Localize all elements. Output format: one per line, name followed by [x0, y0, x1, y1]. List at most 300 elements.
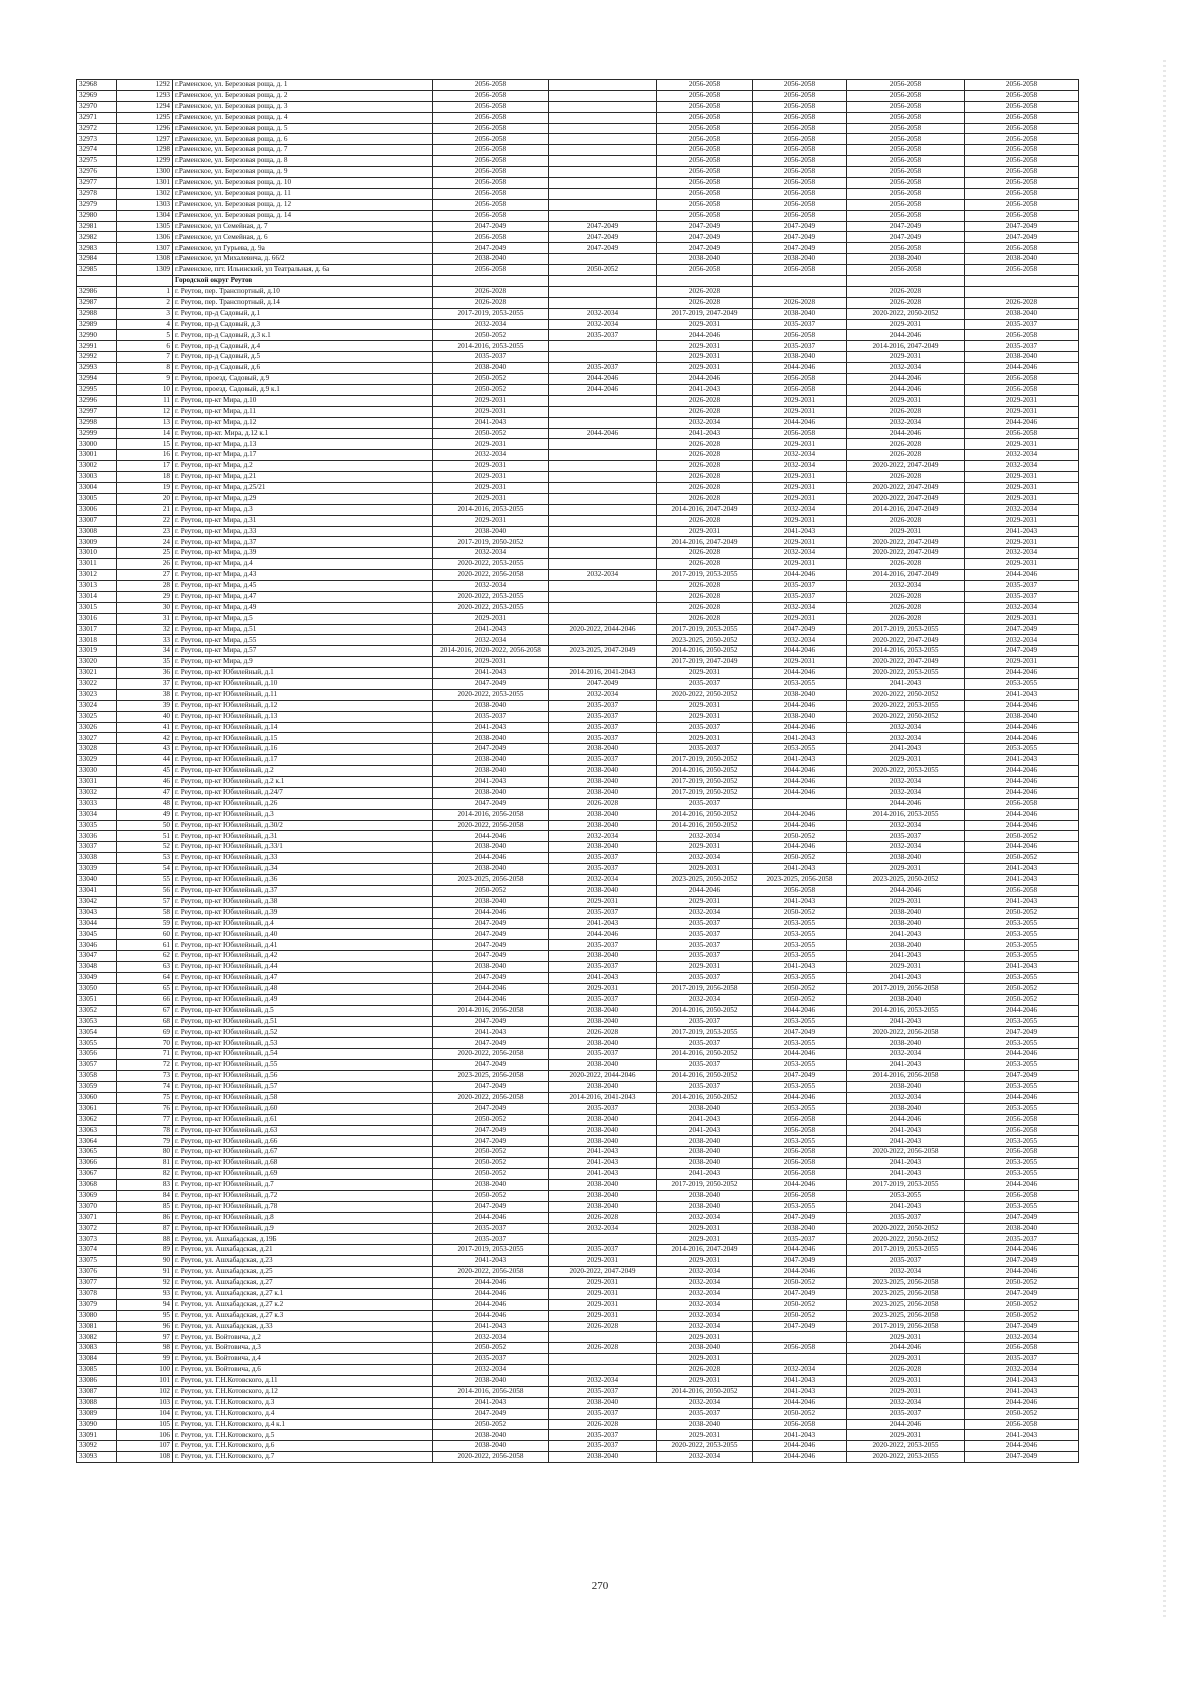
period-cell-3: 2035-2037 — [657, 918, 753, 929]
period-cell-5: 2020-2022, 2050-2052 — [847, 1234, 965, 1245]
table-row — [77, 1397, 1079, 1408]
period-cell-4: 2053-2055 — [753, 1038, 847, 1049]
period-cell-4: 2044-2046 — [753, 646, 847, 657]
record-id-cell: 33015 — [77, 602, 117, 613]
period-cell-6: 2056-2058 — [965, 1343, 1079, 1354]
period-cell-3: 2056-2058 — [657, 178, 753, 189]
period-cell-2: 2029-2031 — [549, 1256, 657, 1267]
period-cell-1: 2029-2031 — [433, 439, 549, 450]
period-cell-1: 2050-2052 — [433, 1190, 549, 1201]
period-cell-6: 2050-2052 — [965, 853, 1079, 864]
period-cell-2: 2014-2016, 2041-2043 — [549, 668, 657, 679]
address-cell: г. Реутов, пр-кт Мира, д.51 — [173, 624, 433, 635]
period-cell-5: 2026-2028 — [847, 613, 965, 624]
period-cell-6: 2053-2055 — [965, 1038, 1079, 1049]
period-cell-4: 2050-2052 — [753, 994, 847, 1005]
period-cell-3: 2056-2058 — [657, 210, 753, 221]
period-cell-1: 2041-2043 — [433, 1321, 549, 1332]
row-number-cell: 1300 — [117, 167, 173, 178]
table-row — [77, 1299, 1079, 1310]
period-cell-1: 2050-2052 — [433, 1169, 549, 1180]
row-number-cell: 36 — [117, 668, 173, 679]
period-cell-5: 2044-2046 — [847, 374, 965, 385]
period-cell-1: 2050-2052 — [433, 1419, 549, 1430]
period-cell-1: 2035-2037 — [433, 1354, 549, 1365]
row-number-cell: 18 — [117, 472, 173, 483]
period-cell-3: 2038-2040 — [657, 1136, 753, 1147]
address-cell: г. Реутов, пр-кт Юбилейный, д.9 — [173, 1223, 433, 1234]
period-cell-5: 2032-2034 — [847, 787, 965, 798]
period-cell-2: 2041-2043 — [549, 1158, 657, 1169]
period-cell-1: 2020-2022, 2053-2055 — [433, 602, 549, 613]
row-number-cell: 37 — [117, 678, 173, 689]
period-cell-5: 2017-2019, 2056-2058 — [847, 983, 965, 994]
period-cell-4: 2053-2055 — [753, 678, 847, 689]
period-cell-5: 2038-2040 — [847, 940, 965, 951]
period-cell-3: 2026-2028 — [657, 515, 753, 526]
table-row — [77, 199, 1079, 210]
row-number-cell: 105 — [117, 1419, 173, 1430]
period-cell-4: 2041-2043 — [753, 1430, 847, 1441]
period-cell-6: 2032-2034 — [965, 1332, 1079, 1343]
record-id-cell: 32994 — [77, 374, 117, 385]
table-row — [77, 1038, 1079, 1049]
period-cell-6: 2032-2034 — [965, 602, 1079, 613]
period-cell-3: 2029-2031 — [657, 1256, 753, 1267]
row-number-cell: 1294 — [117, 101, 173, 112]
record-id-cell: 32969 — [77, 90, 117, 101]
period-cell-3: 2014-2016, 2047-2049 — [657, 1245, 753, 1256]
row-number-cell: 71 — [117, 1049, 173, 1060]
record-id-cell: 33072 — [77, 1223, 117, 1234]
period-cell-3: 2035-2037 — [657, 951, 753, 962]
address-cell: г.Раменское, ул. Березовая роща, д. 12 — [173, 199, 433, 210]
address-cell: г. Реутов, пр-кт Юбилейный, д.26 — [173, 798, 433, 809]
period-cell-5: 2038-2040 — [847, 907, 965, 918]
record-id-cell: 32973 — [77, 134, 117, 145]
record-id-cell: 33008 — [77, 526, 117, 537]
period-cell-5: 2029-2031 — [847, 864, 965, 875]
period-cell-5: 2032-2034 — [847, 1092, 965, 1103]
period-cell-3: 2014-2016, 2050-2052 — [657, 1071, 753, 1082]
period-cell-6: 2047-2049 — [965, 1027, 1079, 1038]
period-cell-1: 2029-2031 — [433, 482, 549, 493]
period-cell-4: 2056-2058 — [753, 330, 847, 341]
period-cell-6: 2032-2034 — [965, 548, 1079, 559]
period-cell-5: 2041-2043 — [847, 1060, 965, 1071]
record-id-cell: 33010 — [77, 548, 117, 559]
table-row — [77, 1365, 1079, 1376]
period-cell-5: 2014-2016, 2053-2055 — [847, 809, 965, 820]
period-cell-6: 2056-2058 — [965, 885, 1079, 896]
period-cell-5: 2056-2058 — [847, 156, 965, 167]
period-cell-4: 2035-2037 — [753, 1234, 847, 1245]
table-row — [77, 341, 1079, 352]
period-cell-2: 2029-2031 — [549, 1288, 657, 1299]
record-id-cell: 33006 — [77, 504, 117, 515]
address-cell: г. Реутов, пр-кт Юбилейный, д.24/7 — [173, 787, 433, 798]
period-cell-3: 2029-2031 — [657, 896, 753, 907]
row-number-cell: 22 — [117, 515, 173, 526]
period-cell-1: 2017-2019, 2053-2055 — [433, 308, 549, 319]
period-cell-4: 2047-2049 — [753, 243, 847, 254]
period-cell-5: 2056-2058 — [847, 101, 965, 112]
period-cell-6: 2044-2046 — [965, 733, 1079, 744]
table-row — [77, 1081, 1079, 1092]
period-cell-6: 2056-2058 — [965, 188, 1079, 199]
period-cell-6: 2056-2058 — [965, 384, 1079, 395]
row-number-cell: 108 — [117, 1452, 173, 1463]
period-cell-5 — [847, 276, 965, 287]
period-cell-5: 2032-2034 — [847, 1049, 965, 1060]
period-cell-1: 2017-2019, 2053-2055 — [433, 1245, 549, 1256]
period-cell-1: 2056-2058 — [433, 123, 549, 134]
table-row — [77, 1430, 1079, 1441]
record-id-cell: 33069 — [77, 1190, 117, 1201]
period-cell-2 — [549, 526, 657, 537]
period-cell-5: 2017-2019, 2053-2055 — [847, 624, 965, 635]
address-cell: г. Реутов, пр-кт Юбилейный, д.61 — [173, 1114, 433, 1125]
row-number-cell: 93 — [117, 1288, 173, 1299]
address-cell: г. Реутов, пр-кт Юбилейный, д.38 — [173, 896, 433, 907]
record-id-cell: 33085 — [77, 1365, 117, 1376]
row-number-cell: 63 — [117, 962, 173, 973]
period-cell-2: 2035-2037 — [549, 864, 657, 875]
row-number-cell: 13 — [117, 417, 173, 428]
period-cell-6: 2053-2055 — [965, 678, 1079, 689]
period-cell-6: 2026-2028 — [965, 297, 1079, 308]
period-cell-5: 2023-2025, 2056-2058 — [847, 1277, 965, 1288]
period-cell-6: 2053-2055 — [965, 1060, 1079, 1071]
period-cell-5: 2023-2025, 2050-2052 — [847, 875, 965, 886]
table-row — [77, 308, 1079, 319]
row-number-cell: 20 — [117, 493, 173, 504]
record-id-cell: 33051 — [77, 994, 117, 1005]
table-row — [77, 983, 1079, 994]
period-cell-2 — [549, 580, 657, 591]
period-cell-2: 2038-2040 — [549, 842, 657, 853]
period-cell-5: 2029-2031 — [847, 352, 965, 363]
record-id-cell: 33022 — [77, 678, 117, 689]
record-id-cell: 32979 — [77, 199, 117, 210]
period-cell-5: 2041-2043 — [847, 1169, 965, 1180]
table-row — [77, 962, 1079, 973]
row-number-cell: 96 — [117, 1321, 173, 1332]
address-cell: г. Реутов, пр-д Садовый, д.3 к.1 — [173, 330, 433, 341]
period-cell-6: 2053-2055 — [965, 951, 1079, 962]
period-cell-4: 2029-2031 — [753, 613, 847, 624]
table-row — [77, 417, 1079, 428]
period-cell-4: 2053-2055 — [753, 744, 847, 755]
period-cell-1: 2017-2019, 2050-2052 — [433, 537, 549, 548]
period-cell-5: 2032-2034 — [847, 580, 965, 591]
period-cell-3: 2029-2031 — [657, 733, 753, 744]
period-cell-1: 2020-2022, 2053-2055 — [433, 559, 549, 570]
period-cell-1: 2029-2031 — [433, 515, 549, 526]
record-id-cell: 32974 — [77, 145, 117, 156]
period-cell-1: 2023-2025, 2056-2058 — [433, 875, 549, 886]
period-cell-1: 2044-2046 — [433, 1310, 549, 1321]
address-cell: г. Реутов, пр-кт Мира, д.43 — [173, 570, 433, 581]
record-id-cell: 32978 — [77, 188, 117, 199]
period-cell-1: 2047-2049 — [433, 918, 549, 929]
period-cell-2: 2029-2031 — [549, 1277, 657, 1288]
period-cell-2 — [549, 559, 657, 570]
period-cell-3: 2032-2034 — [657, 831, 753, 842]
period-cell-6: 2038-2040 — [965, 1223, 1079, 1234]
table-row — [77, 167, 1079, 178]
period-cell-1: 2032-2034 — [433, 548, 549, 559]
record-id-cell: 33091 — [77, 1430, 117, 1441]
address-cell: г. Реутов, пр-кт Юбилейный, д.1 — [173, 668, 433, 679]
period-cell-1: 2035-2037 — [433, 711, 549, 722]
period-cell-2: 2035-2037 — [549, 363, 657, 374]
row-number-cell: 1303 — [117, 199, 173, 210]
period-cell-2 — [549, 450, 657, 461]
period-cell-1: 2014-2016, 2053-2055 — [433, 341, 549, 352]
period-cell-3: 2017-2019, 2050-2052 — [657, 787, 753, 798]
table-row — [77, 330, 1079, 341]
period-cell-3: 2041-2043 — [657, 384, 753, 395]
period-cell-5: 2014-2016, 2047-2049 — [847, 504, 965, 515]
table-row — [77, 210, 1079, 221]
table-row — [77, 1005, 1079, 1016]
period-cell-4: 2056-2058 — [753, 1147, 847, 1158]
period-cell-3: 2038-2040 — [657, 1201, 753, 1212]
period-cell-2 — [549, 188, 657, 199]
period-cell-4: 2044-2046 — [753, 777, 847, 788]
record-id-cell: 33041 — [77, 885, 117, 896]
period-cell-5: 2026-2028 — [847, 472, 965, 483]
address-cell: г. Реутов, пр-кт Юбилейный, д.3 — [173, 809, 433, 820]
table-row — [77, 1267, 1079, 1278]
period-cell-1: 2029-2031 — [433, 613, 549, 624]
row-number-cell: 59 — [117, 918, 173, 929]
address-cell: г. Реутов, пр-кт Юбилейный, д.63 — [173, 1125, 433, 1136]
period-cell-6: 2032-2034 — [965, 450, 1079, 461]
period-cell-4: 2026-2028 — [753, 297, 847, 308]
period-cell-3: 2017-2019, 2047-2049 — [657, 308, 753, 319]
row-number-cell: 1304 — [117, 210, 173, 221]
period-cell-5: 2044-2046 — [847, 428, 965, 439]
period-cell-5: 2041-2043 — [847, 1158, 965, 1169]
period-cell-1: 2056-2058 — [433, 210, 549, 221]
row-number-cell: 2 — [117, 297, 173, 308]
address-cell: г. Реутов, пр-кт Юбилейный, д.44 — [173, 962, 433, 973]
period-cell-5: 2029-2031 — [847, 526, 965, 537]
period-cell-2 — [549, 210, 657, 221]
period-cell-4: 2053-2055 — [753, 918, 847, 929]
period-cell-3: 2017-2019, 2053-2055 — [657, 624, 753, 635]
row-number-cell: 78 — [117, 1125, 173, 1136]
period-cell-3: 2044-2046 — [657, 885, 753, 896]
period-cell-1: 2020-2022, 2053-2055 — [433, 689, 549, 700]
period-cell-4: 2044-2046 — [753, 1452, 847, 1463]
table-row — [77, 1092, 1079, 1103]
record-id-cell: 33079 — [77, 1299, 117, 1310]
address-cell: г. Реутов, пр-кт Юбилейный, д.8 — [173, 1212, 433, 1223]
period-cell-5: 2056-2058 — [847, 167, 965, 178]
period-cell-1: 2050-2052 — [433, 885, 549, 896]
address-cell: г. Реутов, пр-кт Мира, д.9 — [173, 657, 433, 668]
period-cell-2 — [549, 635, 657, 646]
period-cell-3: 2056-2058 — [657, 167, 753, 178]
period-cell-5: 2026-2028 — [847, 1365, 965, 1376]
period-cell-5: 2041-2043 — [847, 744, 965, 755]
period-cell-2: 2041-2043 — [549, 973, 657, 984]
period-cell-6: 2056-2058 — [965, 101, 1079, 112]
period-cell-4: 2044-2046 — [753, 787, 847, 798]
period-cell-3: 2023-2025, 2050-2052 — [657, 635, 753, 646]
period-cell-4: 2029-2031 — [753, 537, 847, 548]
address-cell: г.Раменское, ул. Березовая роща, д. 9 — [173, 167, 433, 178]
period-cell-6: 2056-2058 — [965, 428, 1079, 439]
record-id-cell: 33030 — [77, 766, 117, 777]
period-cell-2: 2038-2040 — [549, 744, 657, 755]
period-cell-4 — [753, 276, 847, 287]
period-cell-1: 2047-2049 — [433, 1081, 549, 1092]
period-cell-2: 2035-2037 — [549, 755, 657, 766]
period-cell-1: 2041-2043 — [433, 668, 549, 679]
period-cell-3: 2041-2043 — [657, 1169, 753, 1180]
row-number-cell: 103 — [117, 1397, 173, 1408]
period-cell-4: 2053-2055 — [753, 940, 847, 951]
address-cell: г. Реутов, пр-кт Мира, д.29 — [173, 493, 433, 504]
row-number-cell: 46 — [117, 777, 173, 788]
period-cell-4: 2041-2043 — [753, 864, 847, 875]
period-cell-4: 2032-2034 — [753, 602, 847, 613]
address-cell: г.Раменское, ул. Березовая роща, д. 3 — [173, 101, 433, 112]
period-cell-6 — [965, 286, 1079, 297]
period-cell-2: 2038-2040 — [549, 1190, 657, 1201]
record-id-cell: 33023 — [77, 689, 117, 700]
period-cell-3: 2035-2037 — [657, 1016, 753, 1027]
period-cell-6: 2056-2058 — [965, 178, 1079, 189]
record-id-cell: 33019 — [77, 646, 117, 657]
period-cell-2: 2044-2046 — [549, 929, 657, 940]
table-row — [77, 515, 1079, 526]
row-number-cell: 29 — [117, 591, 173, 602]
record-id-cell: 32999 — [77, 428, 117, 439]
period-cell-1: 2056-2058 — [433, 80, 549, 91]
period-cell-4: 2050-2052 — [753, 831, 847, 842]
period-cell-4 — [753, 1354, 847, 1365]
period-cell-5: 2029-2031 — [847, 1332, 965, 1343]
row-number-cell: 24 — [117, 537, 173, 548]
period-cell-6: 2047-2049 — [965, 1071, 1079, 1082]
table-row — [77, 831, 1079, 842]
row-number-cell: 28 — [117, 580, 173, 591]
table-row — [77, 907, 1079, 918]
period-cell-3: 2026-2028 — [657, 548, 753, 559]
row-number-cell: 26 — [117, 559, 173, 570]
row-number-cell: 32 — [117, 624, 173, 635]
record-id-cell: 32968 — [77, 80, 117, 91]
address-cell: г. Реутов, ул. Г.Н.Котовского, д.6 — [173, 1441, 433, 1452]
period-cell-1: 2056-2058 — [433, 265, 549, 276]
period-cell-2 — [549, 123, 657, 134]
row-number-cell: 97 — [117, 1332, 173, 1343]
period-cell-6: 2050-2052 — [965, 994, 1079, 1005]
period-cell-2: 2038-2040 — [549, 1397, 657, 1408]
period-cell-5: 2014-2016, 2047-2049 — [847, 341, 965, 352]
period-cell-3: 2032-2034 — [657, 417, 753, 428]
period-cell-6: 2038-2040 — [965, 254, 1079, 265]
period-cell-2: 2038-2040 — [549, 820, 657, 831]
row-number-cell: 1292 — [117, 80, 173, 91]
period-cell-5: 2014-2016, 2053-2055 — [847, 1005, 965, 1016]
period-cell-4: 2056-2058 — [753, 188, 847, 199]
period-cell-1: 2020-2022, 2056-2058 — [433, 570, 549, 581]
period-cell-6: 2053-2055 — [965, 918, 1079, 929]
address-cell: г. Реутов, проезд. Садовый, д.9 к.1 — [173, 384, 433, 395]
table-row — [77, 123, 1079, 134]
period-cell-6: 2056-2058 — [965, 80, 1079, 91]
period-cell-6: 2056-2058 — [965, 1190, 1079, 1201]
period-cell-3: 2038-2040 — [657, 1343, 753, 1354]
table-row — [77, 374, 1079, 385]
row-number-cell: 104 — [117, 1408, 173, 1419]
period-cell-3: 2017-2019, 2056-2058 — [657, 983, 753, 994]
table-row — [77, 711, 1079, 722]
period-cell-6: 2032-2034 — [965, 504, 1079, 515]
period-cell-3: 2026-2028 — [657, 591, 753, 602]
address-cell: г. Реутов, пр-кт Мира, д.11 — [173, 406, 433, 417]
period-cell-6: 2053-2055 — [965, 1136, 1079, 1147]
address-cell: г. Реутов, ул. Ашхабадская, д.25 — [173, 1267, 433, 1278]
period-cell-6: 2029-2031 — [965, 472, 1079, 483]
period-cell-4: 2047-2049 — [753, 1212, 847, 1223]
period-cell-2: 2035-2037 — [549, 1049, 657, 1060]
period-cell-5: 2029-2031 — [847, 962, 965, 973]
period-cell-4: 2056-2058 — [753, 123, 847, 134]
table-row — [77, 1190, 1079, 1201]
period-cell-1: 2044-2046 — [433, 983, 549, 994]
period-cell-1: 2056-2058 — [433, 167, 549, 178]
period-cell-2: 2029-2031 — [549, 983, 657, 994]
address-cell: г.Раменское, пгт. Ильинский, ул Театральная, д. 6а — [173, 265, 433, 276]
address-cell: г. Реутов, ул. Г.Н.Котовского, д.4 — [173, 1408, 433, 1419]
period-cell-4: 2029-2031 — [753, 406, 847, 417]
period-cell-2: 2044-2046 — [549, 384, 657, 395]
table-row — [77, 1103, 1079, 1114]
record-id-cell: 33075 — [77, 1256, 117, 1267]
period-cell-6: 2047-2049 — [965, 1452, 1079, 1463]
period-cell-4: 2041-2043 — [753, 896, 847, 907]
address-cell: г. Реутов, пр-кт Юбилейный, д.72 — [173, 1190, 433, 1201]
record-id-cell: 33060 — [77, 1092, 117, 1103]
period-cell-2: 2038-2040 — [549, 1136, 657, 1147]
table-row — [77, 951, 1079, 962]
period-cell-6: 2056-2058 — [965, 243, 1079, 254]
period-cell-4: 2053-2055 — [753, 929, 847, 940]
period-cell-2: 2038-2040 — [549, 1060, 657, 1071]
record-id-cell: 33055 — [77, 1038, 117, 1049]
record-id-cell: 32998 — [77, 417, 117, 428]
period-cell-6: 2056-2058 — [965, 145, 1079, 156]
record-id-cell: 32987 — [77, 297, 117, 308]
row-number-cell: 85 — [117, 1201, 173, 1212]
period-cell-3: 2020-2022, 2050-2052 — [657, 689, 753, 700]
period-cell-6: 2050-2052 — [965, 831, 1079, 842]
record-id-cell: 33054 — [77, 1027, 117, 1038]
period-cell-3: 2026-2028 — [657, 472, 753, 483]
period-cell-6: 2044-2046 — [965, 777, 1079, 788]
period-cell-4: 2044-2046 — [753, 1179, 847, 1190]
period-cell-6: 2044-2046 — [965, 1245, 1079, 1256]
row-number-cell: 77 — [117, 1114, 173, 1125]
period-cell-1: 2041-2043 — [433, 417, 549, 428]
